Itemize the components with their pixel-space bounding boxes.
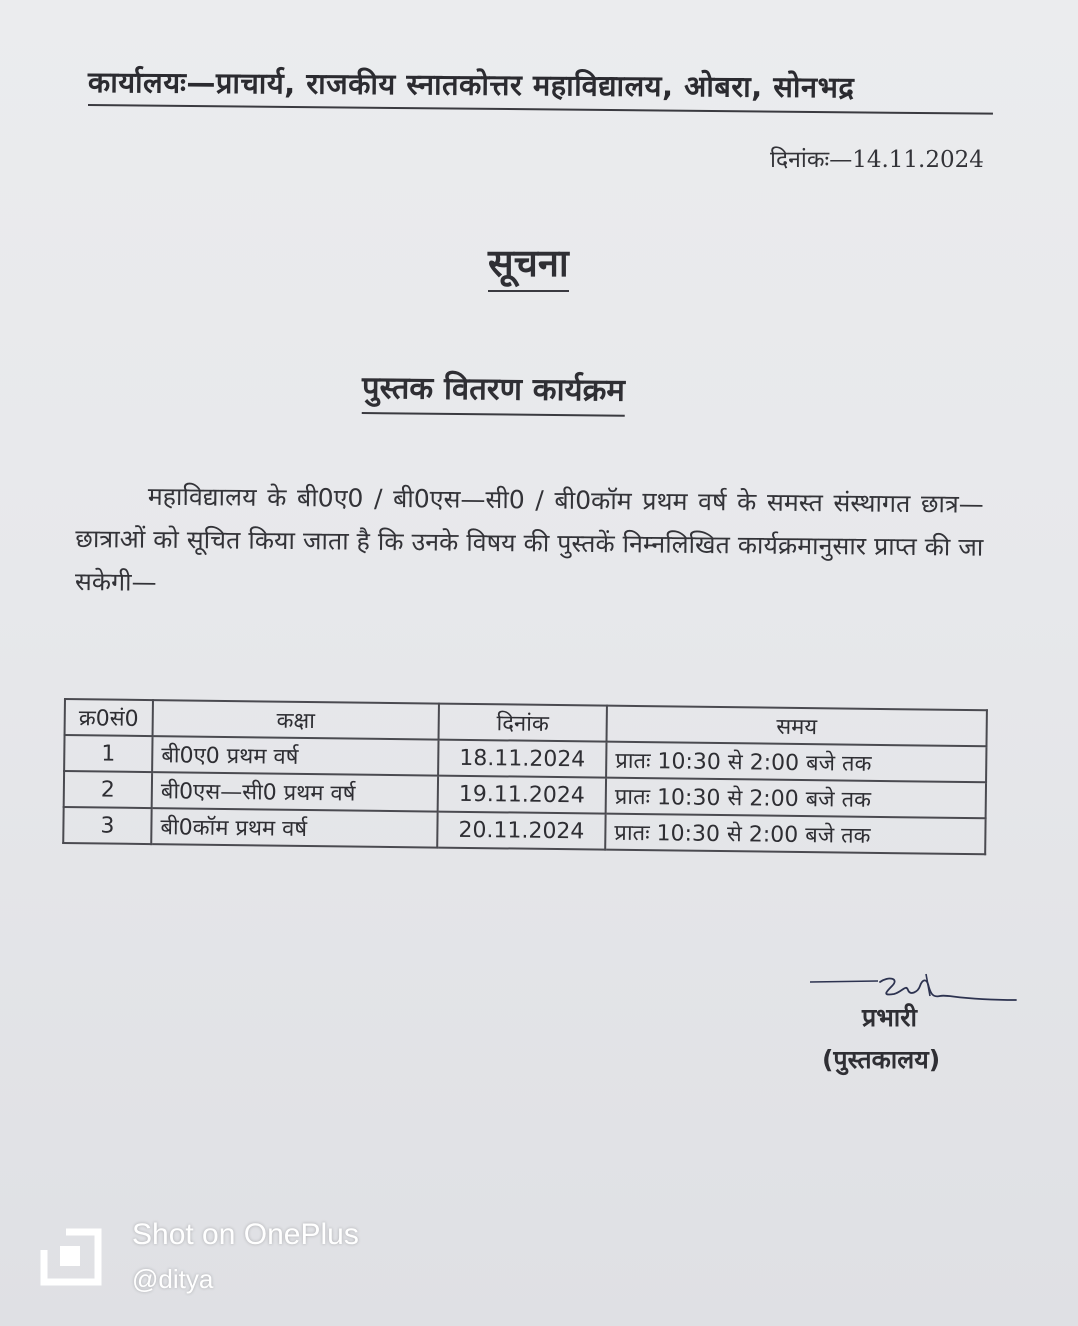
signatory-department: (पुस्तकालय): [822, 1045, 941, 1074]
time-cell: प्रातः 10:30 से 2:00 बजे तक: [606, 778, 986, 819]
notice-body: महाविद्यालय के बी0ए0 / बी0एस—सी0 / बी0कॉम प्रथम वर्ष के समस्त संस्थागत छात्र—छात्राओं को सूचित किया जाता है कि उनके विषय की पुस्तकें निम्नलिखित कार्यक्रमानुसार प्राप्त की जा सकेगी—: [74, 481, 984, 597]
class-cell: बी0ए0 प्रथम वर्ष: [152, 736, 438, 775]
schedule-table: [62, 698, 988, 855]
notice-date: दिनांकः—14.11.2024: [770, 147, 984, 173]
class-cell: बी0कॉम प्रथम वर्ष: [151, 808, 437, 847]
header-time: समय: [607, 706, 987, 747]
header-serial-no: क्र0सं0: [65, 699, 153, 736]
office-header: कार्यालयः—प्राचार्य, राजकीय स्नातकोत्तर महाविद्यालय, ओबरा, सोनभद्र: [87, 65, 855, 105]
watermark-brand: Shot on OnePlus: [132, 1218, 359, 1251]
time-cell: प्रातः 10:30 से 2:00 बजे तक: [606, 742, 986, 783]
serial-no-cell: 3: [63, 807, 151, 844]
serial-no-cell: 1: [64, 735, 152, 772]
notice-title: सूचना: [488, 236, 569, 292]
header-date: दिनांक: [439, 704, 607, 742]
date-cell: 20.11.2024: [437, 812, 605, 850]
header-class: कक्षा: [153, 700, 439, 739]
date-cell: 18.11.2024: [438, 740, 606, 778]
program-title: पुस्तक वितरण कार्यक्रम: [362, 366, 625, 417]
signatory-title: प्रभारी: [862, 1003, 917, 1032]
watermark-user: @ditya: [132, 1264, 214, 1294]
serial-no-cell: 2: [64, 771, 152, 808]
date-cell: 19.11.2024: [438, 776, 606, 814]
oneplus-logo-icon: [40, 1228, 102, 1286]
time-cell: प्रातः 10:30 से 2:00 बजे तक: [605, 814, 985, 855]
class-cell: बी0एस—सी0 प्रथम वर्ष: [152, 772, 438, 811]
